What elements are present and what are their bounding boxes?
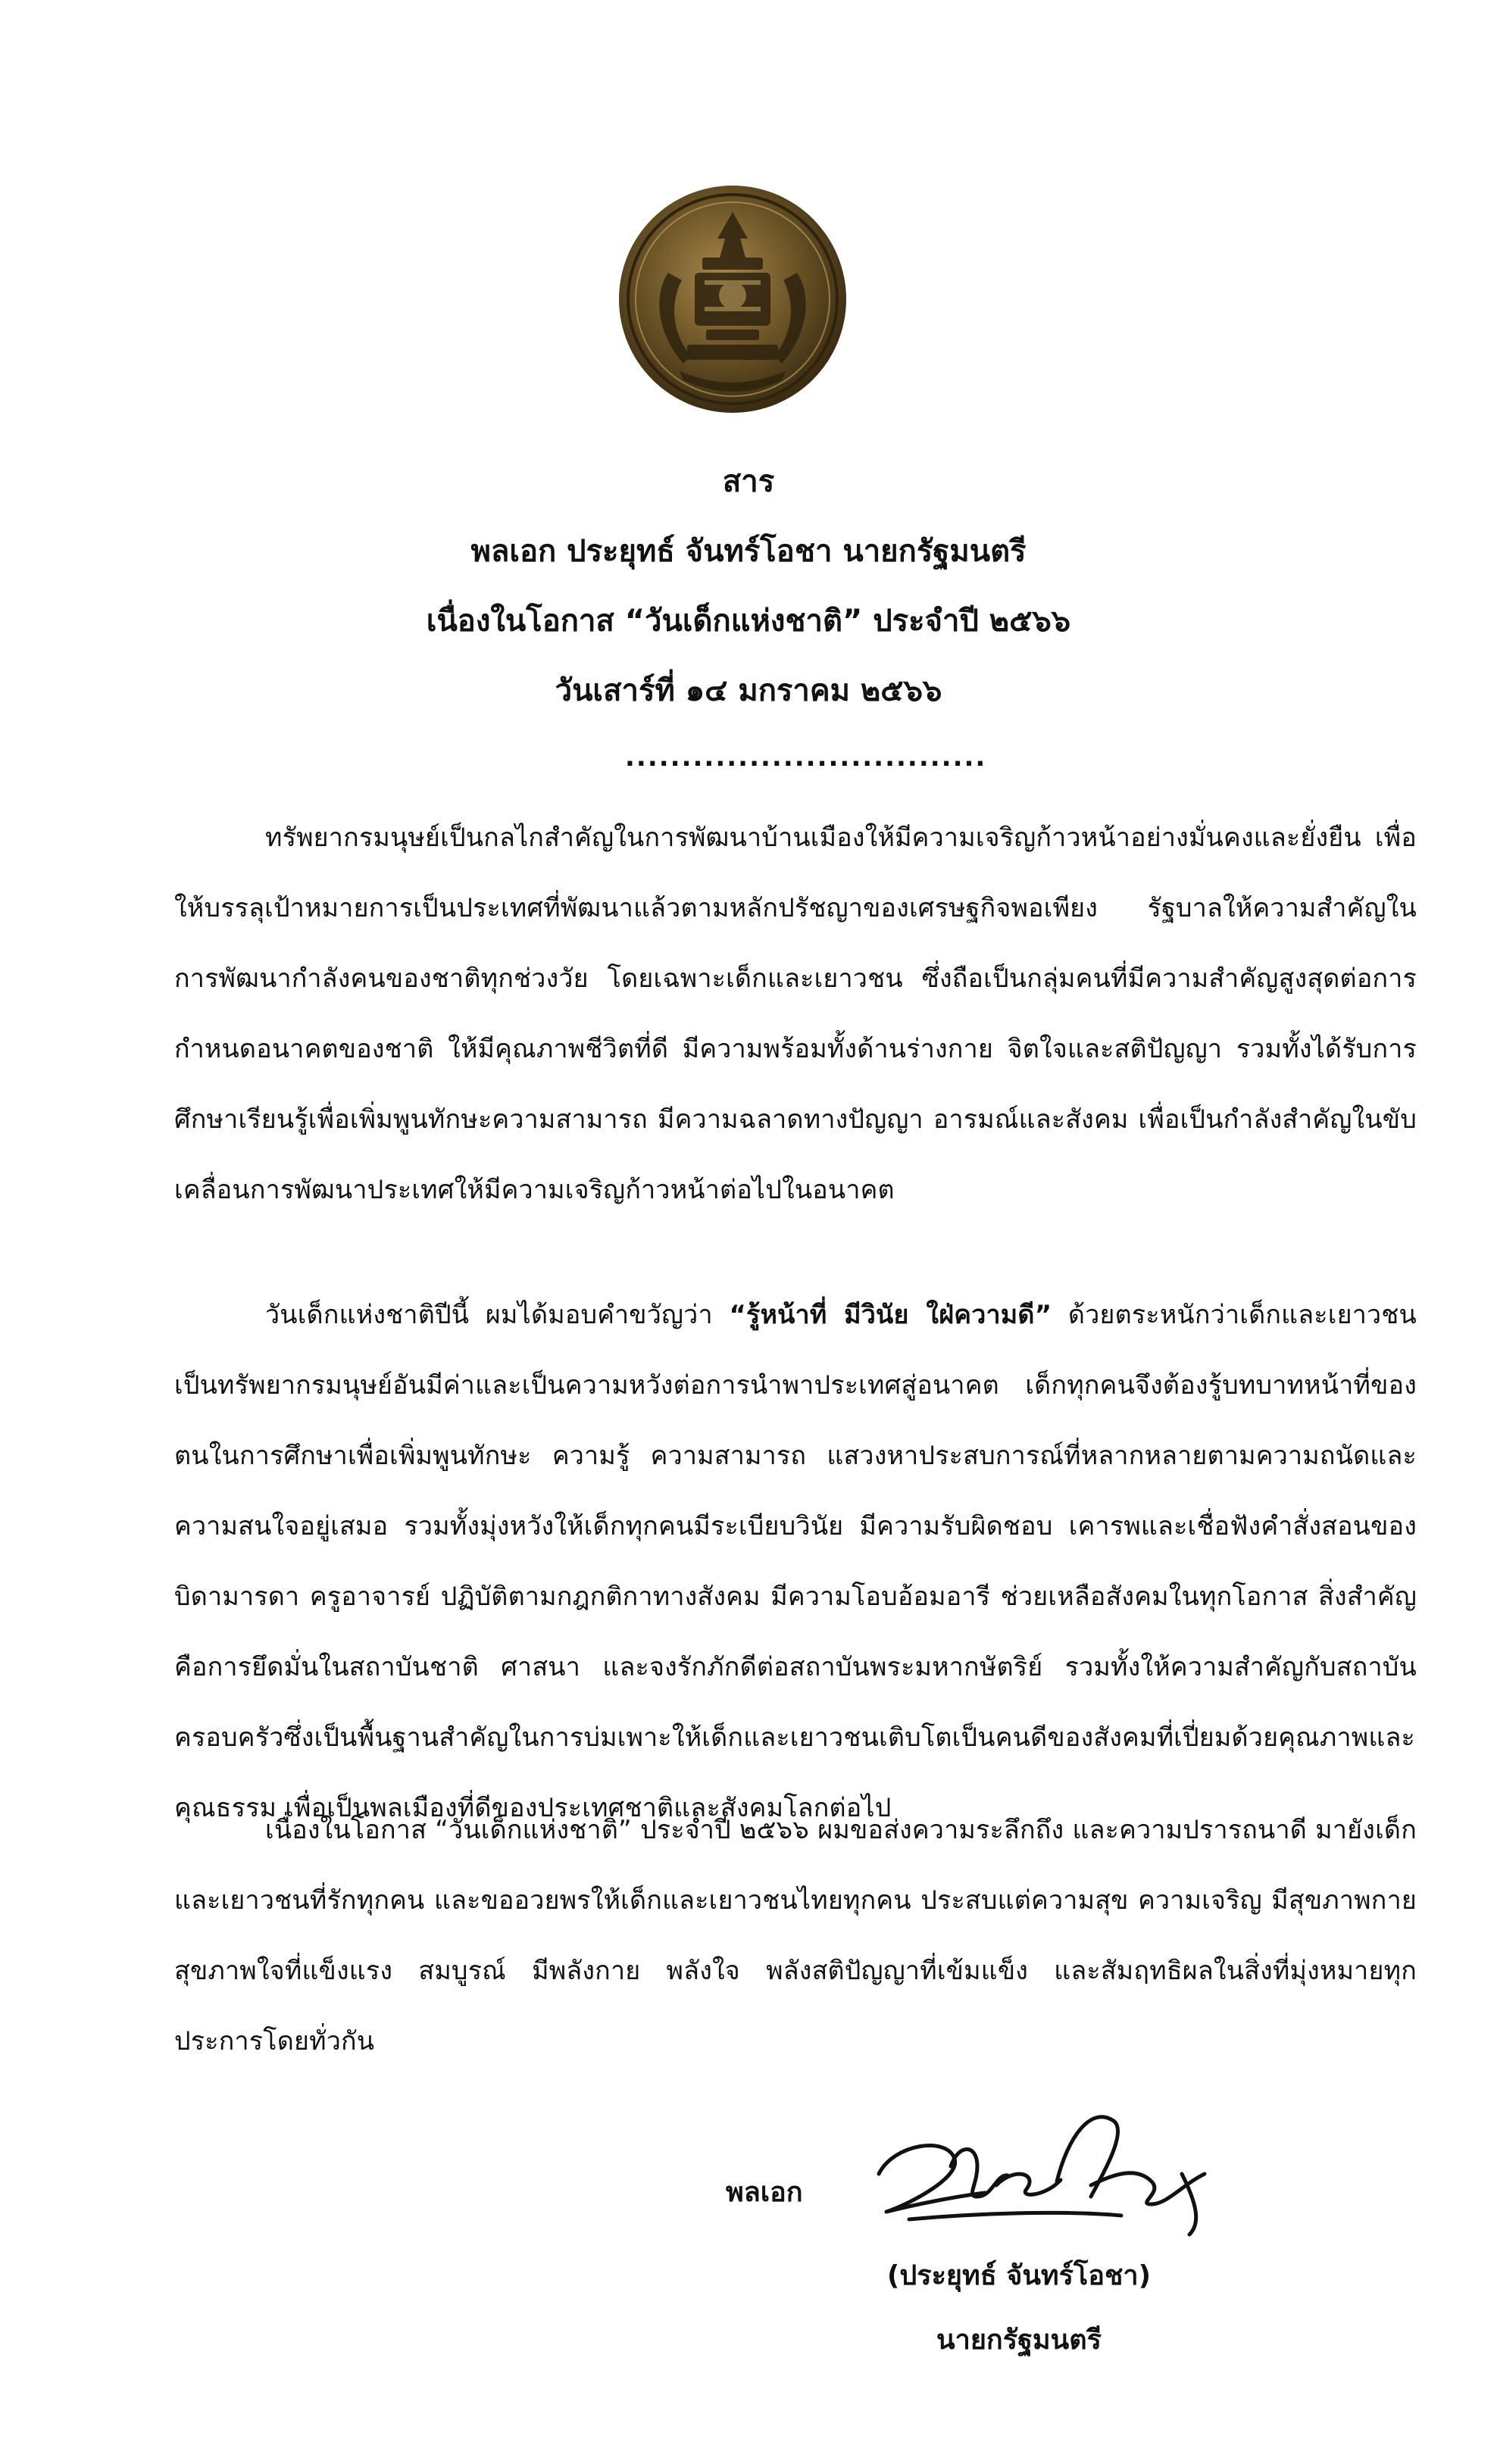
signature-position: นายกรัฐมนตรี	[936, 2325, 1102, 2356]
heading-title: สาร	[722, 464, 775, 499]
letter-heading	[0, 447, 1497, 726]
body-paragraph-3-container	[174, 1795, 1417, 2077]
signature-rank: พลเอก	[726, 2177, 803, 2208]
body-paragraph-3: เนื่องในโอกาส “วันเด็กแห่งชาติ” ประจำปี ๒๕๖๖ ผมขอส่งความระลึกถึง และความปรารถนาดี มายังเด็กและเยาวชนที่รักทุกคน และขออวยพรให้เด็กและเยาวชนไทยทุกคน ประสบแต่ความสุข ความเจริญ มีสุขภาพกาย สุขภาพใจที่แข็งแรง สมบูรณ์ มีพลังกาย พลังใจ พลังสติปัญญาที่เข้มแข็ง และสัมฤทธิผลในสิ่งที่มุ่งหมายทุกประการโดยทั่วกัน	[174, 1815, 1417, 2056]
paragraph-2-intro: วันเด็กแห่งชาติปีนี้ ผมได้มอบคำขวัญว่า	[265, 1300, 730, 1330]
heading-date: วันเสาร์ที่ ๑๔ มกราคม ๒๕๖๖	[555, 673, 942, 708]
paragraph-2-rest: ด้วยตระหนักว่าเด็กและเยาวชนเป็นทรัพยากรมนุษย์อันมีค่าและเป็นความหวังต่อการนำพาประเทศสู่อนาคต เด็กทุกคนจึงต้องรู้บทบาทหน้าที่ของตนในการศึกษาเพื่อเพิ่มพูนทักษะ ความรู้ ความสามารถ แสวงหาประสบการณ์ที่หลากหลายตามความถนัดและความสนใจอยู่เสมอ รวมทั้งมุ่งหวังให้เด็กทุกคนมีระเบียบวินัย มีความรับผิดชอบ เคารพและเชื่อฟังคำสั่งสอนของบิดามารดา ครูอาจารย์ ปฏิบัติตามกฎกติกาทางสังคม มีความโอบอ้อมอารี ช่วยเหลือสังคมในทุกโอกาส สิ่งสำคัญคือการยึดมั่นในสถาบันชาติ ศาสนา และจงรักภักดีต่อสถาบันพระมหากษัตริย์ รวมทั้งให้ความสำคัญกับสถาบันครอบครัวซึ่งเป็นพื้นฐานสำคัญในการบ่มเพาะให้เด็กและเยาวชนเติบโตเป็นคนดีของสังคมที่เปี่ยมด้วยคุณภาพและคุณธรรม เพื่อเป็นพลเมืองที่ดีของประเทศชาติและสังคมโลกต่อไป	[174, 1300, 1417, 1823]
handwritten-signature-icon	[864, 2091, 1227, 2242]
body-paragraph-2-container	[174, 1280, 1417, 1844]
government-seal-icon	[615, 182, 850, 417]
body-paragraph-2	[174, 1280, 1417, 1844]
body-paragraph-1-container	[174, 803, 1417, 1226]
signature-name: (ประยุทธ์ จันทร์โอชา)	[886, 2260, 1152, 2291]
heading-author: พลเอก ประยุทธ์ จันทร์โอชา นายกรัฐมนตรี	[470, 534, 1027, 569]
body-paragraph-1: ทรัพยากรมนุษย์เป็นกลไกสำคัญในการพัฒนาบ้านเมืองให้มีความเจริญก้าวหน้าอย่างมั่นคงและยั่งยืน เพื่อให้บรรลุเป้าหมายการเป็นประเทศที่พัฒนาแล้วตามหลักปรัชญาของเศรษฐกิจพอเพียง รัฐบาลให้ความสำคัญในการพัฒนากำลังคนของชาติทุกช่วงวัย โดยเฉพาะเด็กและเยาวชน ซึ่งถือเป็นกลุ่มคนที่มีความสำคัญสูงสุดต่อการกำหนดอนาคตของชาติ ให้มีคุณภาพชีวิตที่ดี มีความพร้อมทั้งด้านร่างกาย จิตใจและสติปัญญา รวมทั้งได้รับการศึกษาเรียนรู้เพื่อเพิ่มพูนทักษะความสามารถ มีความฉลาดทางปัญญา อารมณ์และสังคม เพื่อเป็นกำลังสำคัญในขับเคลื่อนการพัฒนาประเทศให้มีความเจริญก้าวหน้าต่อไปในอนาคต	[174, 823, 1417, 1205]
heading-separator: ................................	[625, 742, 987, 773]
heading-occasion: เนื่องในโอกาส “วันเด็กแห่งชาติ” ประจำปี ๒๕๖๖	[426, 604, 1071, 639]
children-day-motto: “รู้หน้าที่ มีวินัย ใฝ่ความดี”	[729, 1300, 1052, 1330]
